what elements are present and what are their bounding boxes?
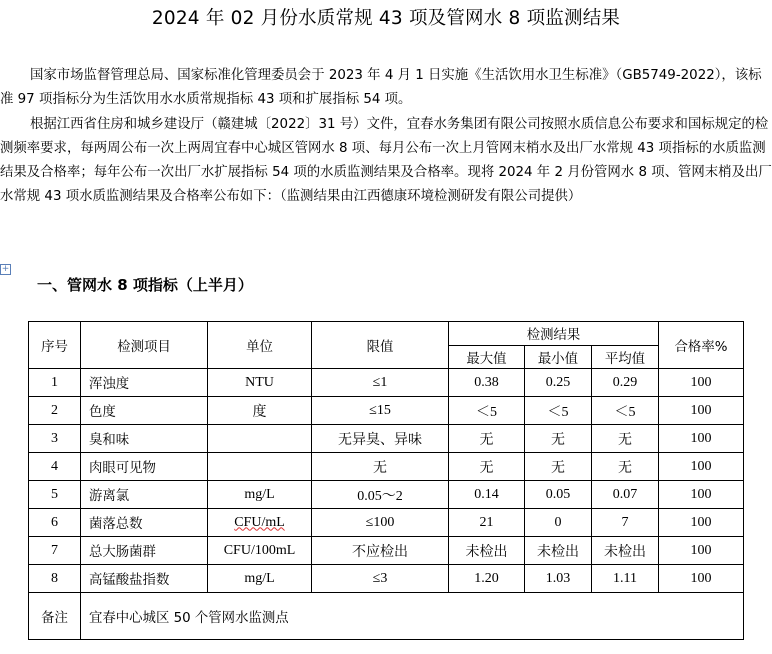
row-avg: 0.07 [592, 481, 659, 509]
row-seq: 4 [29, 453, 81, 481]
row-max: 无 [449, 425, 525, 453]
header-item: 检测项目 [81, 322, 208, 369]
row-seq: 8 [29, 565, 81, 593]
header-results: 检测结果 [449, 322, 659, 346]
table-row [29, 369, 744, 397]
header-limit: 限值 [312, 322, 449, 369]
row-seq: 1 [29, 369, 81, 397]
table-row [29, 565, 744, 593]
row-unit: mg/L [208, 565, 312, 593]
row-pass-rate: 100 [659, 565, 744, 593]
row-pass-rate: 100 [659, 509, 744, 537]
row-avg: 无 [592, 425, 659, 453]
table-row [29, 537, 744, 565]
header-min: 最小值 [525, 346, 592, 369]
row-limit: ≤100 [312, 509, 449, 537]
row-avg: 0.29 [592, 369, 659, 397]
note-label: 备注 [29, 593, 81, 640]
results-table [28, 321, 744, 640]
row-limit: 无异臭、异味 [312, 425, 449, 453]
table-row [29, 453, 744, 481]
header-max: 最大值 [449, 346, 525, 369]
header-pass-rate: 合格率% [659, 322, 744, 369]
row-avg: 未检出 [592, 537, 659, 565]
row-limit: ≤3 [312, 565, 449, 593]
row-seq: 2 [29, 397, 81, 425]
row-seq: 6 [29, 509, 81, 537]
row-pass-rate: 100 [659, 537, 744, 565]
row-pass-rate: 100 [659, 397, 744, 425]
row-min: ＜5 [525, 397, 592, 425]
header-avg: 平均值 [592, 346, 659, 369]
row-item: 总大肠菌群 [81, 537, 208, 565]
row-pass-rate: 100 [659, 369, 744, 397]
row-seq: 7 [29, 537, 81, 565]
row-limit: 无 [312, 453, 449, 481]
row-max: 未检出 [449, 537, 525, 565]
row-min: 0.25 [525, 369, 592, 397]
row-min: 未检出 [525, 537, 592, 565]
row-min: 1.03 [525, 565, 592, 593]
row-max: 0.14 [449, 481, 525, 509]
row-seq: 5 [29, 481, 81, 509]
row-item: 色度 [81, 397, 208, 425]
row-unit: CFU/100mL [208, 537, 312, 565]
row-unit: NTU [208, 369, 312, 397]
row-unit [208, 453, 312, 481]
row-item: 高锰酸盐指数 [81, 565, 208, 593]
row-limit: ≤1 [312, 369, 449, 397]
row-unit: 度 [208, 397, 312, 425]
row-item: 浑浊度 [81, 369, 208, 397]
page-title: 2024 年 02 月份水质常规 43 项及管网水 8 项监测结果 [151, 8, 621, 29]
row-item: 肉眼可见物 [81, 453, 208, 481]
header-row [29, 322, 744, 346]
section-title: 一、管网水 8 项指标（上半月） [37, 276, 253, 294]
row-min: 0 [525, 509, 592, 537]
row-min: 0.05 [525, 481, 592, 509]
table-row [29, 481, 744, 509]
row-seq: 3 [29, 425, 81, 453]
row-pass-rate: 100 [659, 481, 744, 509]
row-unit-text: CFU/mL [234, 514, 285, 530]
row-avg: 1.11 [592, 565, 659, 593]
row-limit: 不应检出 [312, 537, 449, 565]
row-avg: 7 [592, 509, 659, 537]
row-max: 21 [449, 509, 525, 537]
row-limit: ≤15 [312, 397, 449, 425]
row-limit: 0.05～2 [312, 481, 449, 509]
row-unit [208, 425, 312, 453]
row-unit: mg/L [208, 481, 312, 509]
row-avg: ＜5 [592, 397, 659, 425]
row-unit [208, 509, 312, 537]
row-item: 菌落总数 [81, 509, 208, 537]
row-max: 0.38 [449, 369, 525, 397]
row-max: 1.20 [449, 565, 525, 593]
row-avg: 无 [592, 453, 659, 481]
intro-paragraph-2: 根据江西省住房和城乡建设厅（赣建城〔2022〕31 号）文件，宜春水务集团有限公司按照水质信息公布要求和国标规定的检测频率要求，每两周公布一次上两周宜春中心城区管网水 8 项、每月公布一次上月管网末梢水及出厂水常规 43 项指标的水质监测结果及合格率；每年公布一次出厂水扩展指标 54 项的水质监测结果及合格率。现将 2024 年 2 月份管网水 8 项、管网末梢及出厂水常规 43 项水质监测结果及合格率公布如下：（监测结果由江西德康环境检测研发有限公司提供） [0, 117, 772, 204]
header-seq: 序号 [29, 322, 81, 369]
note-row [29, 593, 744, 640]
row-min: 无 [525, 453, 592, 481]
table-row [29, 397, 744, 425]
row-min: 无 [525, 425, 592, 453]
row-item: 臭和味 [81, 425, 208, 453]
row-pass-rate: 100 [659, 453, 744, 481]
table-row [29, 425, 744, 453]
row-max: 无 [449, 453, 525, 481]
note-text: 宜春中心城区 50 个管网水监测点 [81, 593, 744, 640]
intro-paragraph-1: 国家市场监督管理总局、国家标准化管理委员会于 2023 年 4 月 1 日实施《生活饮用水卫生标准》（GB5749-2022），该标准 97 项指标分为生活饮用水水质常规指标 43 项和扩展指标 54 项。 [0, 68, 762, 107]
header-unit: 单位 [208, 322, 312, 369]
row-pass-rate: 100 [659, 425, 744, 453]
row-item: 游离氯 [81, 481, 208, 509]
table-row [29, 509, 744, 537]
expand-icon[interactable]: + [1, 264, 10, 274]
row-max: ＜5 [449, 397, 525, 425]
